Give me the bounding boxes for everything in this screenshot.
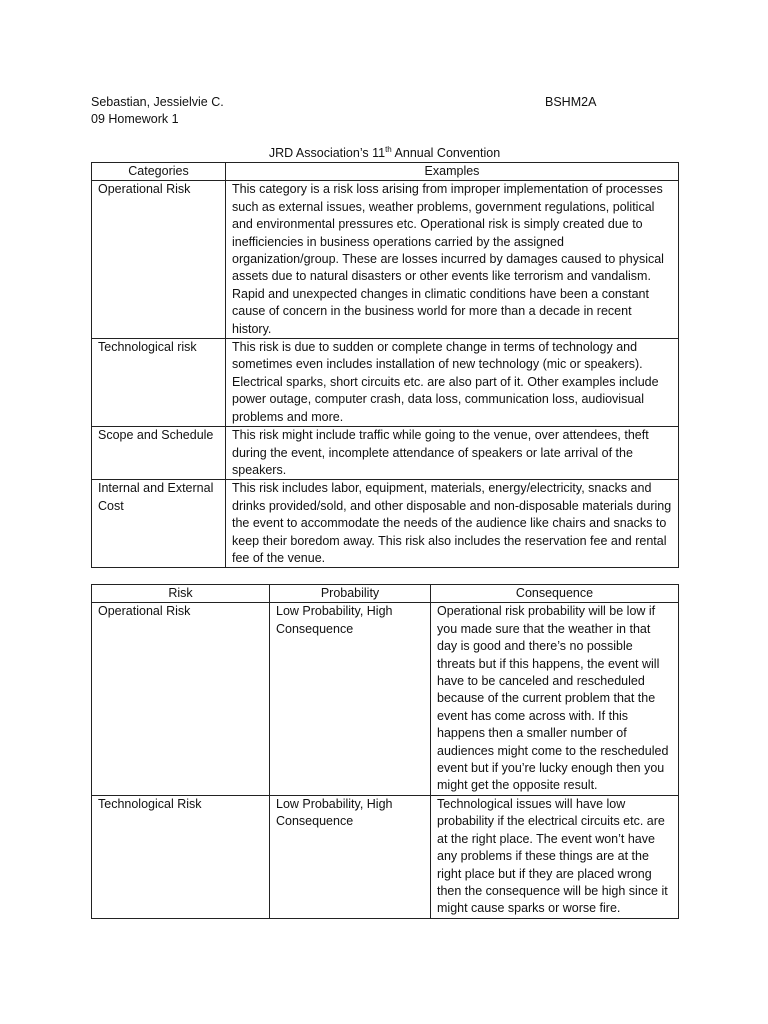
table-header-row <box>92 585 679 603</box>
column-header: Risk <box>92 585 270 603</box>
column-header: Probability <box>270 585 431 603</box>
risk-cell: Operational Risk <box>92 603 270 795</box>
example-cell: This risk includes labor, equipment, materials, energy/electricity, snacks and drinks provided/sold, and other disposable and non-disposable materials during the event to accommodate the needs of the audience like chairs and snacks to keep their boredom away. This risk also includes the reservation fee and rental fee of the venue. <box>226 480 679 568</box>
homework-label: 09 Homework 1 <box>91 112 179 126</box>
title-prefix: JRD Association’s 11 <box>268 146 386 160</box>
risk-cell: Technological Risk <box>92 795 270 918</box>
probability-cell: Low Probability, High Consequence <box>270 795 431 918</box>
example-cell: This risk might include traffic while going to the venue, over attendees, theft during the event, incomplete attendance of speakers or late arrival of the speakers. <box>226 427 679 480</box>
section-label: BSHM2A <box>545 95 597 109</box>
document-title <box>91 145 678 162</box>
column-header: Consequence <box>431 585 679 603</box>
table-row <box>92 339 679 427</box>
column-header: Examples <box>226 163 679 181</box>
consequence-cell: Operational risk probability will be low if you made sure that the weather in that day is good and there’s no possible threats but if this happens, the event will have to be canceled and rescheduled because of the current problem that the event has come across with. If this happens then a smaller number of audiences might come to the rescheduled event but if you’re lucky enough then you might get the opposite result. <box>431 603 679 795</box>
category-cell: Operational Risk <box>92 181 226 339</box>
table-header-row <box>92 163 679 181</box>
column-header: Categories <box>92 163 226 181</box>
example-cell: This category is a risk loss arising from improper implementation of processes such as external issues, weather problems, government regulations, political and environmental pressures etc. Operational risk is simply created due to inefficiencies in business operations carried by the assigned organization/group. These are losses incurred by damages caused to physical assets due to natural disasters or other events like terrorism and vandalism. Rapid and unexpected changes in climatic conditions have been a constant cause of concern in the business world for more than a decade in recent history. <box>226 181 679 339</box>
example-cell: This risk is due to sudden or complete change in terms of technology and sometimes even includes installation of new technology (mic or speakers). Electrical sparks, short circuits etc. are also part of it. Other examples include power outage, computer crash, data loss, communication loss, audiovisual problems and more. <box>226 339 679 427</box>
table-row <box>92 480 679 568</box>
table-row <box>92 603 679 795</box>
category-cell: Internal and External Cost <box>92 480 226 568</box>
risk-assessment-table <box>91 584 679 919</box>
table-row <box>92 427 679 480</box>
student-name: Sebastian, Jessielvie C. <box>91 95 224 109</box>
title-superscript: th <box>385 144 392 154</box>
categories-table <box>91 162 679 568</box>
table-row <box>92 795 679 918</box>
probability-cell: Low Probability, High Consequence <box>270 603 431 795</box>
consequence-cell: Technological issues will have low probability if the electrical circuits etc. are at the right place. The event won’t have any problems if these things are at the right place but if they are placed wrong then the consequence will be high since it might cause sparks or worse fire. <box>431 795 679 918</box>
category-cell: Scope and Schedule <box>92 427 226 480</box>
table-row <box>92 181 679 339</box>
category-cell: Technological risk <box>92 339 226 427</box>
title-suffix: Annual Convention <box>391 146 501 160</box>
